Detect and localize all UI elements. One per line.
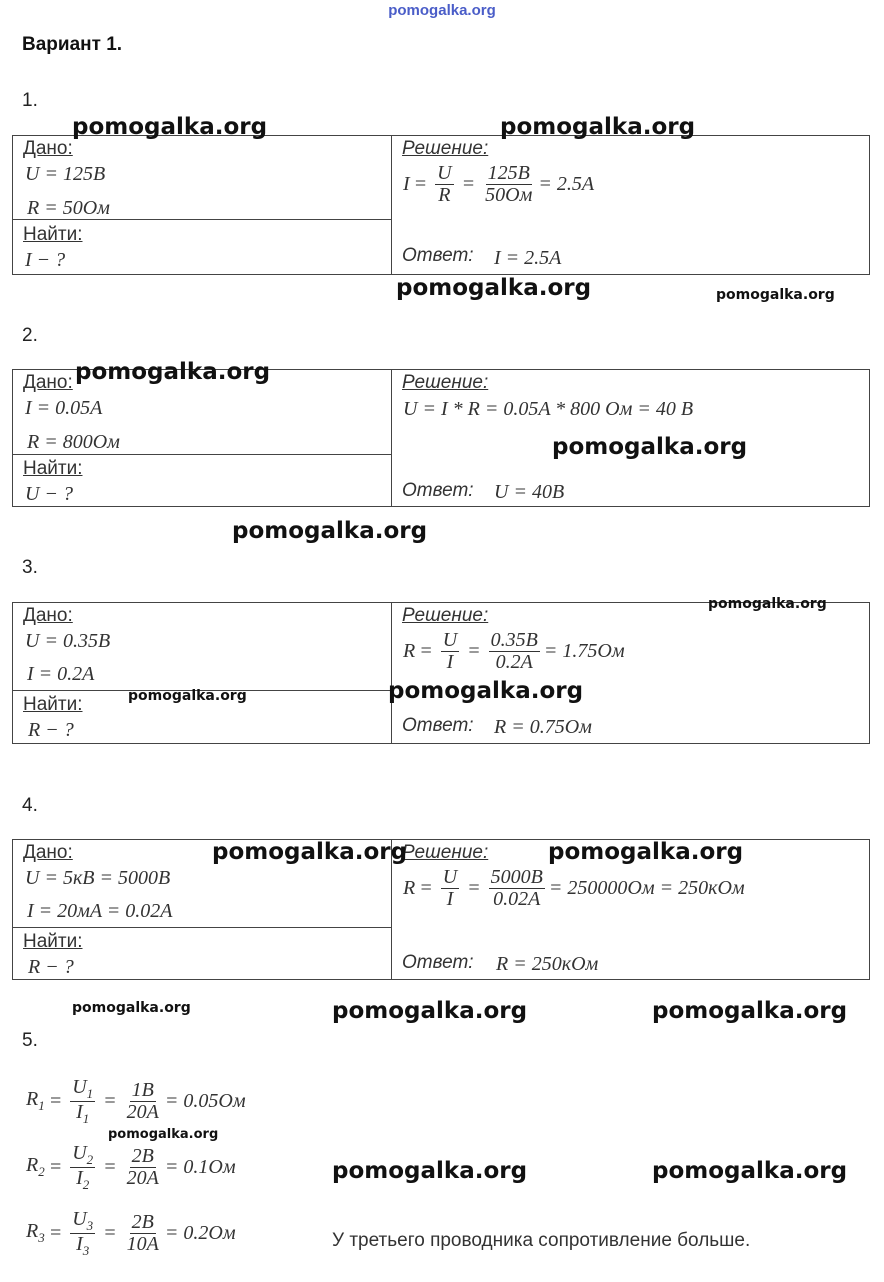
watermark-text: pomogalka.org — [716, 287, 835, 303]
answer-value: U = 40B — [494, 481, 565, 503]
problem-1-number: 1. — [22, 90, 38, 111]
find-value: R − ? — [28, 956, 74, 978]
solution-label: Решение: — [402, 842, 489, 863]
given-value: R = 800Ом — [27, 431, 120, 453]
given-value: U = 5кB = 5000B — [25, 867, 171, 889]
table-divider — [391, 370, 392, 506]
table-divider — [391, 136, 392, 274]
given-value: U = 0.35B — [25, 630, 111, 652]
watermark-text: pomogalka.org — [75, 359, 271, 385]
given-label: Дано: — [23, 372, 73, 393]
watermark-text: pomogalka.org — [500, 114, 696, 140]
answer-label: Ответ: — [402, 715, 474, 736]
solution-formula: R = $\frac{U}{I}$ = $\frac{0.35B}{0.2A}$ = 1.75Ом — [403, 629, 625, 673]
problem-5-formula-3: $R_3$ = $\frac{U_3}{I_3}$ = $\frac{2B}{10A}$ = 0.2Ом — [26, 1208, 236, 1258]
watermark-text: pomogalka.org — [108, 1127, 219, 1142]
solution-label: Решение: — [402, 138, 489, 159]
watermark-text: pomogalka.org — [388, 678, 584, 704]
watermark-text: pomogalka.org — [332, 1158, 528, 1184]
given-value: R = 50Ом — [27, 197, 110, 219]
watermark-text: pomogalka.org — [652, 998, 848, 1024]
solution-formula: U = I * R = 0.05A * 800 Ом = 40 В — [403, 398, 694, 420]
watermark-text: pomogalka.org — [548, 839, 744, 865]
given-value: I = 0.05A — [25, 397, 103, 419]
table-divider — [391, 603, 392, 743]
find-value: I − ? — [25, 249, 66, 271]
given-value: I = 0.2A — [27, 663, 95, 685]
top-watermark: pomogalka.org — [388, 2, 496, 19]
problem-4-number: 4. — [22, 795, 38, 816]
find-label: Найти: — [23, 458, 83, 479]
watermark-text: pomogalka.org — [552, 434, 748, 460]
problem-5-formula-1: $R_1$ = $\frac{U_1}{I_1}$ = $\frac{1B}{20A}$ = 0.05Ом — [26, 1076, 246, 1126]
find-label: Найти: — [23, 931, 83, 952]
variant-title: Вариант 1. — [22, 34, 123, 55]
solution-label: Решение: — [402, 372, 489, 393]
find-value: U − ? — [25, 483, 73, 505]
solution-label: Решение: — [402, 605, 489, 626]
problem-5-number: 5. — [22, 1030, 38, 1051]
answer-label: Ответ: — [402, 480, 474, 501]
find-value: R − ? — [28, 719, 74, 741]
watermark-text: pomogalka.org — [396, 275, 592, 301]
answer-value: R = 0.75Ом — [494, 716, 592, 738]
given-value: I = 20мA = 0.02A — [27, 900, 173, 922]
find-label: Найти: — [23, 694, 83, 715]
given-label: Дано: — [23, 605, 73, 626]
answer-value: I = 2.5A — [494, 247, 562, 269]
table-divider — [12, 454, 391, 455]
problem-3-number: 3. — [22, 557, 38, 578]
watermark-text: pomogalka.org — [72, 114, 268, 140]
table-divider — [12, 927, 391, 928]
given-label: Дано: — [23, 138, 73, 159]
watermark-text: pomogalka.org — [212, 839, 408, 865]
given-label: Дано: — [23, 842, 73, 863]
watermark-text: pomogalka.org — [332, 998, 528, 1024]
watermark-text: pomogalka.org — [232, 518, 428, 544]
watermark-text: pomogalka.org — [652, 1158, 848, 1184]
watermark-text: pomogalka.org — [72, 1000, 191, 1016]
watermark-text: pomogalka.org — [128, 688, 247, 704]
answer-label: Ответ: — [402, 245, 474, 266]
watermark-text: pomogalka.org — [708, 596, 827, 612]
problem-5-formula-2: $R_2$ = $\frac{U_2}{I_2}$ = $\frac{2B}{20A}$ = 0.1Ом — [26, 1142, 236, 1192]
answer-value: R = 250кОм — [496, 953, 599, 975]
solution-formula: R = $\frac{U}{I}$ = $\frac{5000B}{0.02A}$ = 250000Ом = 250кОм — [403, 866, 745, 910]
given-value: U = 125B — [25, 163, 106, 185]
find-label: Найти: — [23, 224, 83, 245]
problem-5-conclusion: У третьего проводника сопротивление больше. — [332, 1230, 751, 1251]
answer-label: Ответ: — [402, 952, 474, 973]
problem-2-number: 2. — [22, 325, 38, 346]
solution-formula: I = $\frac{U}{R}$ = $\frac{125B}{50Ом}$ = 2.5A — [403, 162, 595, 206]
